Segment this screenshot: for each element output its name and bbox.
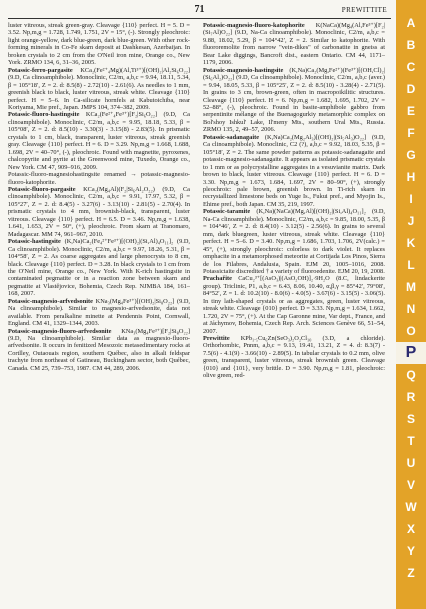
page-header bbox=[8, 2, 391, 19]
mineral-description: Potassic-fluoro-magnesiohastingsite renamed → potassic-magnesio-fluoro-katophorite. bbox=[8, 171, 190, 186]
mineral-description: (K,Na)(NaCa)(Mg,Al)[(OH)₂|(Si,Al)₄O₁₁]₂ (9.D, Na-Ca clinoamphibole). Monoclinic, C2/m, a,b,c = 9.85, 18.00, 5.35, β = 104°46′, Z = 2. d: 8.4(10) - 3.12(5) - 2.56(6). In grains to several mm, dark bluegreen, luster vitreous, streak white. Cleavage {110} perfect. H = 5–6. D = 3.40. Np,m,g = 1.686, 1.703, 1.706, 2V(calc.) = 45°, (+), strongly pleochroic: colorless to dark violet. It replaces omphacite in a metamorphosed meteorite at Cortijada Los Pinos, Sierra de los Filabres, Andalusia, Spain. EJM 20, 1005–1016, 2008. Potassictaite discredited † a variety of fluoroedenite. EJM 20, 19, 2008. bbox=[203, 208, 385, 275]
mineral-description: (K,Na)Ca₂(Fe₄²⁺Fe³⁺)[(OH)₂|(Si,Al)₄O₁₁]₂ (9.D, Ca clinoamphibole). Monoclinic, C2/m, a,b,c = 9.97, 18.26, 5.31, β = 104°58′, Z = 2. As coarse aggregates and large phenocrysts to 8 cm, black. Cleavage {110} perfect. D = 3.28. In black crystals to 1 cm from the O'Neil mine, Orange co., New York. With K-rich hastingsite in contaminated pegmatite or in a reaction zone between skarn and pegmatite at Vlastějovice, Bohemia, Czech Rep. NJMBA 184, 161–168, 2007. bbox=[8, 238, 190, 298]
mineral-entry bbox=[8, 111, 190, 171]
index-letter-j[interactable]: J bbox=[407, 214, 415, 228]
mineral-entry bbox=[8, 186, 190, 238]
mineral-name: Potassic-magnesio-hastingsite bbox=[203, 66, 284, 74]
index-letter-f[interactable]: F bbox=[407, 126, 415, 140]
index-letter-m[interactable]: M bbox=[406, 280, 416, 294]
mineral-entry bbox=[8, 238, 190, 298]
index-letter-o[interactable]: O bbox=[406, 324, 416, 338]
index-letter-a[interactable]: A bbox=[406, 16, 416, 30]
index-letter-e[interactable]: E bbox=[406, 104, 415, 118]
mineral-entry bbox=[203, 208, 385, 275]
mineral-entry bbox=[203, 134, 385, 209]
mineral-name: Potassic-magnesio-fluoro-arfvedsonite bbox=[8, 327, 112, 335]
index-letter-z[interactable]: Z bbox=[407, 566, 415, 580]
index-letter-d[interactable]: D bbox=[406, 82, 416, 96]
mineral-entry bbox=[203, 335, 385, 380]
mineral-description: KCa₂(Fe²⁺₄Fe³⁺)[F₂|Si₆O₂₂] (9.D, Ca clinoamphibole). Monoclinic, C2/m, a,b,c = 9.95, 18.18, 5.33, β = 105°08′, Z = 2. d: 8.5(10) - 3.30(3) - 3.15(8) - 2.83(5). In prismatic crystals to 1 cm, black, transparent, luster vitreous, streak greenish gray. Cleavage {110} perfect. H = 6. D = 3.29. Np,m,g = 1.668, 1.688, 1.698, 2V = 40–70°, (-), pleochroic. Found with magnetite, pyroxenes, chalcopyrite and pyrite at the Greenwood mine, Tuxedo, Orange co., New York. CM 47, 909–916, 2009. bbox=[8, 111, 190, 171]
index-letter-l[interactable]: L bbox=[407, 258, 415, 272]
index-letter-p[interactable]: P bbox=[396, 342, 426, 364]
mineral-name: Potassic-magnesio-arfvedsonite bbox=[8, 297, 93, 305]
index-letter-w[interactable]: W bbox=[405, 500, 417, 514]
page-number: 71 bbox=[194, 4, 205, 15]
mineral-description: (K,Na)Ca₂(Mg,Fe²⁺)(Fe³⁺)[(OH,Cl)₂|(Si₆Al₂)O₂₂] (9.D, Ca clinoamphibole). Monoclinic, C2/m, a,b,c (aver.) = 9.94, 18.05, 5.33, β = 105°25′, Z = 2. d: 8.5(10) - 3.28(4) - 2.71(5). In grains to 3 cm, brown-green, often in macropoikilitic structures. Cleavage {110} perfect. H = 6. Np,m,g = 1.682, 1.695, 1.702, 2V = 52–88°, (-), pleochroic. Found in basite-amphibole gabbro from serpentinite mélange of the Buenagogurkiy metamorphic complex on Bol'shoy Ishkul' Lake, Il'meny Mts., southern Ural Mts., Russia. ZRMO 135, 2, 49–57, 2006. bbox=[203, 66, 385, 134]
mineral-name: Potassic-fluoro-pargasite bbox=[8, 185, 76, 193]
mineral-description: (K,Na)Ca₂(Mg₂Al₃)[(OH)₂|(Si₅Al₃)O₂₂] (9.D, Ca clinoamphibole). Monoclinic, C2 (?), a,b,c = 9.92, 18.03, 5.35, β = 105°18′, Z = 2. The same powder patterns as potassic-sadanagaite and potassic-magnesio-sadanagaite. It appears as isolated prismatic crystals to 1 mm or as polycrystalline aggregates in a vesuvianite matrix. Dark brown to black, luster vitreous. Cleavage {110} perfect. H = 6. D = 3.30. Np,m,g = 1.673, 1.684, 1.697, 2V = 80–90°, (+), strongly pleochroic: pale brown, greenish brown. In Ti-rich skarn in recrystallized limestone beds on Yuge Is., Fukui pref., and Myojin Is., Ehime pref., both Japan. CM 35, 219, 1997. bbox=[203, 133, 385, 208]
left-column bbox=[8, 22, 190, 606]
mineral-entry bbox=[203, 67, 385, 134]
mineral-name: Potassic-fluoro-hastingsite bbox=[8, 111, 80, 119]
index-letter-g[interactable]: G bbox=[406, 148, 416, 162]
mineral-name: Prewittite bbox=[203, 335, 230, 343]
mineral-name: Potassic-hastingsite bbox=[8, 238, 61, 246]
mineral-name: Prachařite bbox=[203, 275, 232, 283]
mineral-entry bbox=[8, 67, 190, 112]
index-letter-c[interactable]: C bbox=[406, 60, 416, 74]
mineral-name: Potassic-taramite bbox=[203, 208, 251, 216]
right-column bbox=[203, 22, 385, 606]
running-head: PREWITTITE bbox=[341, 6, 387, 14]
mineral-entry bbox=[8, 298, 190, 328]
mineral-description: KPb₁.₅Cu₆Zn(SeO₃)₂O₂Cl₁₀ (3.D, a chloride). Orthorhombic, Pnnm, a,b,c = 9.13, 19.41, 13.21, Z = 4. d: 8.3(7) - 7.5(6) - 4.1(9) - 3.66(10) - 2.89(5). In tabular crystals to 0.2 mm, olive green, transparent, luster vitreous, streak brownish green. Cleavage {010} and {101}, very brittle. D = 3.90. Np,m,g = 1.81, pleochroic: olive green, red- bbox=[203, 335, 385, 380]
mineral-entry bbox=[8, 171, 190, 186]
index-letter-s[interactable]: S bbox=[406, 412, 415, 426]
mineral-description: KCa₂(Fe²⁺₄Mg)(Al,Ti³⁺)[(OH)₂|Al₂Si₆O₂₂] (9.D, Ca clinoamphibole). Monoclinic, C2/m, a,b,c = 9.94, 18.11, 5.34, β = 105°18′, Z = 2. d: 8.5(8) - 2.72(10) - 2.61(6). As needles to 1 mm, greenish black to black, luster vitreous, streak white. Cleavage {110} perfect. H = 5–6. In Ca-silicate hornfels at Kabutoichiba, near Koriyama, Mie pref., Japan. JMPS 104, 374–382, 2009. bbox=[8, 66, 190, 111]
alphabet-index-bar bbox=[396, 0, 426, 609]
alphabet-index bbox=[396, 12, 426, 584]
index-letter-b[interactable]: B bbox=[406, 38, 416, 52]
mineral-description: KCa₂(Mg₄Al)(F₂|Si₆Al₂O₂₂) (9.D, Ca clinoamphibole). Monoclinic, C2/m, a,b,c = 9.91, 17.97, 5.32, β = 105°27′, Z = 2. d: 8.4(5) - 3.27(6) - 3.13(10) - 2.81(5) - 2.70(4). In prismatic crystals to 4 mm, brownish-black, transparent, luster vitreous. Cleavage {110} perfect. H = 6.5. D = 3.46. Np,m,g = 1.638, 1.641, 1.653, 2V = 50°, (+), pleochroic. From skarn at Tranomaro, Madagascar. MM 74, 961–967, 2010. bbox=[8, 185, 190, 238]
index-letter-y[interactable]: Y bbox=[406, 544, 415, 558]
index-letter-u[interactable]: U bbox=[406, 456, 416, 470]
mineral-name: Potassic-sadanagaite bbox=[203, 133, 260, 141]
index-letter-t[interactable]: T bbox=[407, 434, 415, 448]
index-letter-x[interactable]: X bbox=[406, 522, 415, 536]
mineral-name: Potassic-magnesio-fluoro-katophorite bbox=[203, 22, 305, 29]
mineral-description: K(NaCa)(Mg₄(Al,Fe³⁺)[F₂|(Si₇Al)O₂₂] (9.D, Na-Ca clinoamphibole). Monoclinic, C2/m, a,b,c = 9.88, 18.02, 5.29, β = 104°42′, Z = 2. Similar to katophorite. With fluororemolite from narrow "vein-dikes" of carbonatite in gneiss at Bear Lake diggings, Bancroft dist., eastern Ontario. CM 44, 1171–1179, 2006. bbox=[203, 22, 385, 67]
mineral-description: CaCu₂³⁺[(AsO₃)|(AsO₂OH)]₂·9H₂O (8.C, lindackerite group). Triclinic, P1, a,b,c = 6.43, 8.06, 10.40, α,β,γ = 85°42′, 79°08′, 84°52′, Z = 1. d: 10.2(10) - 8.0(6) - 4.0(5) - 3.67(6) - 3.15(5) - 3.06(5). In tiny lath-shaped crystals or as aggregates, green, luster vitreous, streak white. Cleavage {010} perfect. D = 3.33. Np,m,g = 1.634, 1.662, 1.720, 2V = 75°, (+). At the Cap Garonne mine, Var dept., France, and at Jáchymov, Bohemia, Czech Rep. Arch. Sciences Genève 66, 51–54, 2007. bbox=[203, 275, 385, 335]
mineral-entry bbox=[8, 22, 190, 67]
mineral-name: Potassic-ferro-pargasite bbox=[8, 66, 73, 74]
mineral-entry bbox=[8, 328, 190, 373]
index-letter-q[interactable]: Q bbox=[406, 368, 416, 382]
index-letter-v[interactable]: V bbox=[406, 478, 415, 492]
mineral-description: luster vitreous, streak green-gray. Cleavage {110} perfect. H = 5. D = 3.52. Np,m,g = 1.728, 1.749, 1.751, 2V = 15°, (-). Strongly pleochroic: light orange-yellow, dark blue-green, dark blue-green. With other rock-forming minerals in Co-Fe skarn deposit at Dashkesan, Azerbaijan. In broken crystals to 2 cm from the O'Neil iron mine, Orange co., New York. ZRMO 134, 6, 31–36, 2005. bbox=[8, 22, 190, 67]
mineral-entry bbox=[203, 22, 385, 67]
index-letter-n[interactable]: N bbox=[406, 302, 416, 316]
index-letter-r[interactable]: R bbox=[406, 390, 416, 404]
mineral-description: KNa₃(Mg₄Fe³⁺)[F₂|Si₈O₂₂] (9.D, Na clinoamphibole). Similar data as magnesio-fluoro-arfvedsonite. It occurs in fenitized Mesozoic metasedimentary rocks at Cortlley, Outaouais region, southern Québec, also in alkali feldspar trachyte from northeast of Gatineau, Buckingham sector, both Québec, Canada. CM 25, 739–753, 1987. CM 44, 289, 2006. bbox=[8, 327, 190, 372]
header-rule bbox=[8, 18, 391, 19]
mineral-entry bbox=[203, 275, 385, 335]
index-letter-h[interactable]: H bbox=[406, 170, 416, 184]
mineral-description: KNa₃(Mg₄Fe³⁺)[(OH)₂|Si₈O₂₂] (9.D, Na clinoamphibole). Similar to magnesio-arfvedsonite, data not available. From peralkaline minette at Pendennis Point, Cornwall, England. CM 41, 1329–1344, 2003. bbox=[8, 297, 190, 328]
index-letter-k[interactable]: K bbox=[406, 236, 416, 250]
index-letter-i[interactable]: I bbox=[409, 192, 413, 206]
